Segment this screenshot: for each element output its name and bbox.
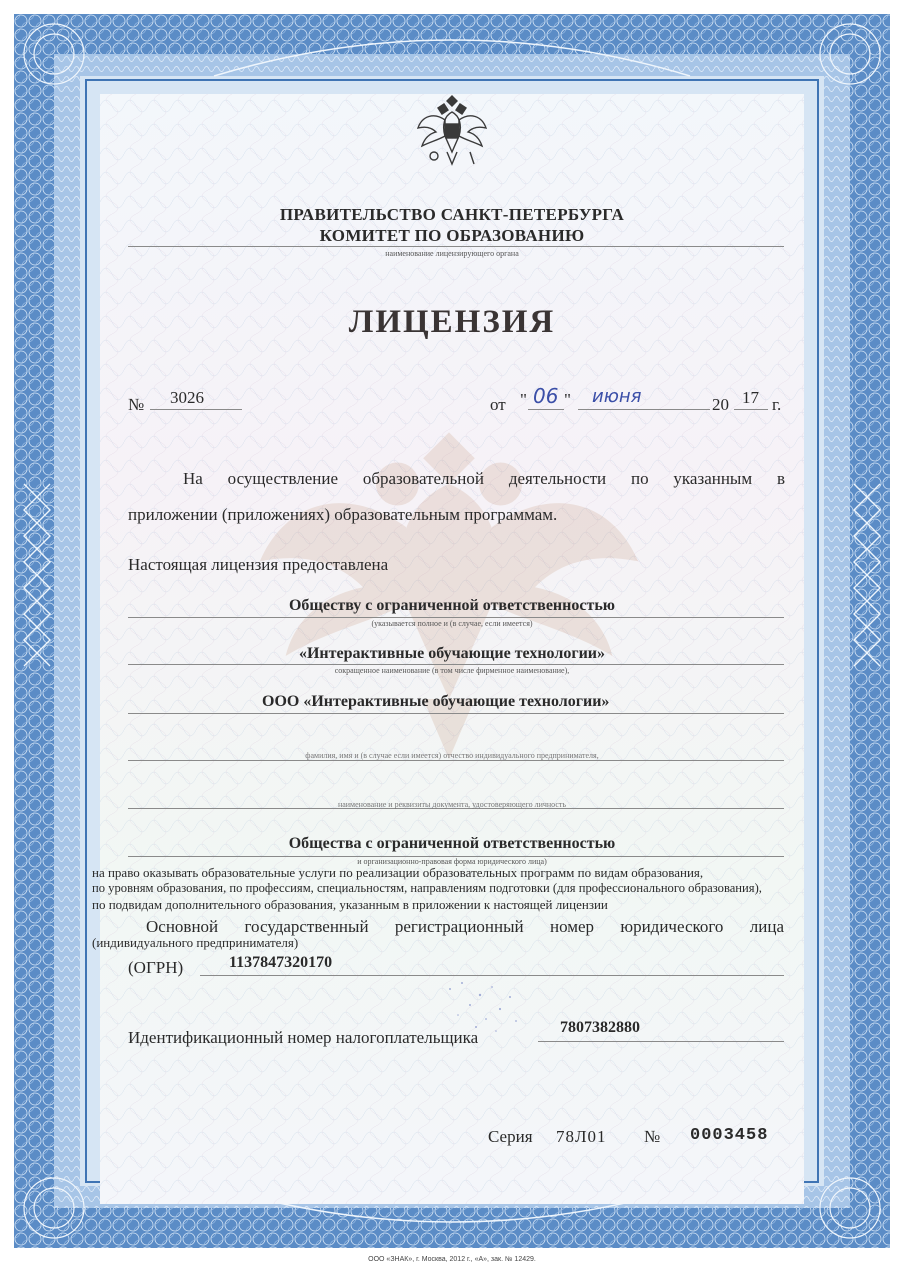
series-number-label: №	[644, 1127, 661, 1146]
authority-hint: наименование лицензирующего органа	[385, 249, 519, 258]
inn-value: 7807382880	[560, 1019, 640, 1036]
rights-line-1: на право оказывать образовательные услуги по реализации образовательных программ по видам образования,	[92, 865, 704, 880]
rights-line-2: по уровням образования, по профессиям, специальностям, направлениям подготовки (для профессионального образования),	[92, 881, 762, 895]
series-label: Серия	[488, 1127, 533, 1146]
holder-full-name-2: «Интерактивные обучающие технологии»	[298, 645, 606, 662]
document-title: ЛИЦЕНЗИЯ	[348, 304, 556, 340]
ogrn-value: 1137847320170	[229, 954, 333, 971]
license-number: 3026	[170, 388, 204, 407]
authority-line-1: ПРАВИТЕЛЬСТВО САНКТ-ПЕТЕРБУРГА	[279, 205, 625, 224]
date-quote-open: "	[520, 390, 527, 409]
coat-of-arms-icon	[414, 90, 490, 174]
holder-legal-form: Общества с ограниченной ответственностью	[288, 835, 616, 852]
holder-rule-3	[128, 713, 784, 714]
holder-hint-3: фамилия, имя и (в случае если имеется) отчество индивидуального предпринимателя,	[305, 751, 599, 760]
authority-rule	[128, 246, 784, 247]
holder-short-name: ООО «Интерактивные обучающие технологии»	[262, 693, 610, 710]
series-value: 78Л01	[556, 1127, 607, 1146]
ogrn-abbr: (ОГРН)	[128, 958, 184, 977]
printer-imprint: ООО «ЗНАК», г. Москва, 2012 г., «А», зак. № 12429.	[368, 1256, 536, 1263]
number-label: №	[128, 395, 145, 414]
granted-label: Настоящая лицензия предоставлена	[128, 555, 389, 574]
date-from-label: от	[490, 395, 506, 414]
series-number: 0003458	[690, 1126, 769, 1145]
day-rule	[528, 409, 564, 410]
license-day: 06	[533, 384, 559, 408]
license-year: 17	[742, 388, 759, 407]
holder-hint-4: наименование и реквизиты документа, удостоверяющего личность	[337, 800, 567, 809]
holder-rule-4	[128, 760, 784, 761]
inn-label: Идентификационный номер налогоплательщика	[128, 1028, 479, 1047]
holder-hint-2: сокращенное наименование (в том числе фирменное наименование),	[334, 666, 570, 675]
purpose-line-2: приложении (приложениях) образовательным программам.	[128, 505, 558, 524]
stamp-trace-icon	[440, 975, 530, 1035]
rights-line-3: по подвидам дополнительного образования, указанным в приложении к настоящей лицензии	[92, 897, 608, 912]
ogrn-label-2: (индивидуального предпринимателя)	[92, 935, 299, 950]
month-rule	[578, 409, 710, 410]
holder-full-name-1: Обществу с ограниченной ответственностью	[288, 597, 616, 614]
holder-hint-5: и организационно-правовая форма юридического лица)	[357, 857, 547, 866]
authority-line-2: КОМИТЕТ ПО ОБРАЗОВАНИЮ	[319, 226, 585, 245]
purpose-line-1: На осуществление образовательной деятельности по указанным в	[183, 469, 785, 488]
holder-rule-2	[128, 664, 784, 665]
holder-hint-1: (указывается полное и (в случае, если имеется)	[371, 619, 533, 628]
license-month: июня	[592, 386, 642, 407]
year-rule	[734, 409, 768, 410]
date-quote-close: "	[564, 390, 571, 409]
year-prefix: 20	[712, 395, 729, 414]
year-unit: г.	[772, 395, 782, 414]
ogrn-label-1: Основной государственный регистрационный номер юридического лица	[146, 917, 784, 936]
holder-rule-1	[128, 617, 784, 618]
number-rule	[150, 409, 242, 410]
inn-rule	[538, 1041, 784, 1042]
